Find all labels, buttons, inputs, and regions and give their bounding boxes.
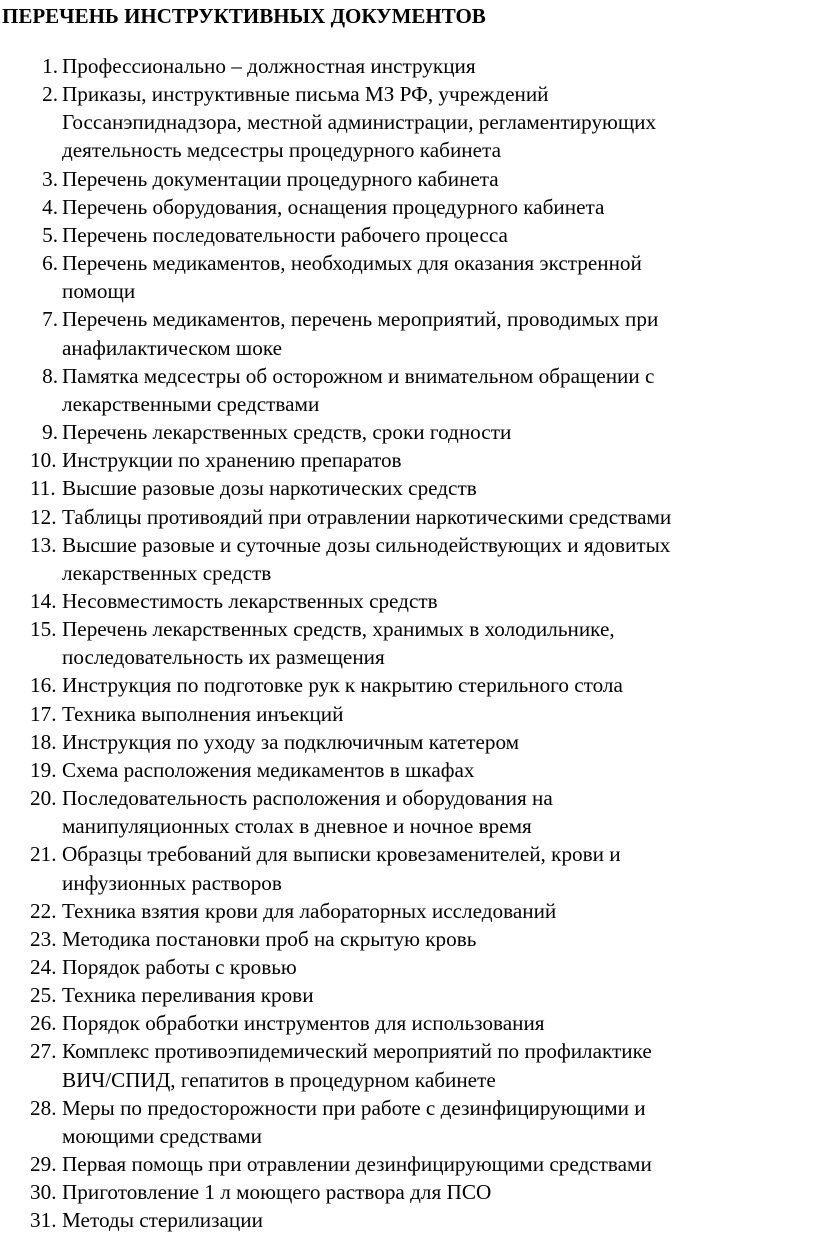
list-item-text: Образцы требований для выписки кровезаменителей, крови и [62,842,621,867]
list-item [0,1009,812,1037]
list-item-text: Памятка медсестры об осторожном и внимательном обращении с [62,363,655,388]
list-item-number: 5. [42,222,58,247]
list-item [0,305,812,361]
list-item [0,840,812,896]
list-item-text: Приказы, инструктивные письма МЗ РФ, учреждений [62,82,549,107]
list-item-text: Высшие разовые дозы наркотических средств [62,476,477,501]
list-item-text: лекарственными средствами [62,391,320,416]
list-item-text: Комплекс противоэпидемический мероприятий по профилактике [62,1039,652,1064]
list-item-text: лекарственных средств [62,560,272,585]
list-item-text: инфузионных растворов [62,870,282,895]
list-item-text: Таблицы противоядий при отравлении наркотическими средствами [62,504,672,529]
list-item [0,52,812,80]
list-item-number: 4. [42,194,58,219]
list-item-number: 26. [30,1011,57,1036]
list-item-text: помощи [62,279,136,304]
list-item-text: Перечень лекарственных средств, хранимых в холодильнике, [62,617,615,642]
list-item-text: Схема расположения медикаментов в шкафах [62,757,475,782]
list-item-text: Последовательность расположения и оборудования на [62,786,553,811]
list-item-text: Перечень оборудования, оснащения процедурного кабинета [62,194,605,219]
list-item-number: 14. [30,588,57,613]
list-item-text: Инструкция по подготовке рук к накрытию стерильного стола [62,673,623,698]
list-item-number: 12. [30,504,57,529]
list-item [0,784,812,840]
list-item [0,671,812,699]
list-item-number: 27. [30,1039,57,1064]
list-item-number: 3. [42,166,58,191]
list-item [0,80,812,164]
list-item-text: деятельность медсестры процедурного кабинета [62,138,501,163]
list-item-text: Инструкции по хранению препаратов [62,448,402,473]
list-item-number: 15. [30,617,57,642]
list-item-number: 11. [30,476,56,501]
list-item-text: манипуляционных столах в дневное и ночное время [62,814,532,839]
list-item [0,221,812,249]
list-item-number: 7. [42,307,58,332]
list-item-text: Перечень последовательности рабочего процесса [62,222,508,247]
list-item [0,615,812,671]
list-item [0,1094,812,1150]
list-item-number: 19. [30,757,57,782]
list-item-text: Несовместимость лекарственных средств [62,588,438,613]
list-item-text: последовательность их размещения [62,645,385,670]
list-item-text: Первая помощь при отравлении дезинфицирующими средствами [62,1152,652,1177]
list-item-number: 31. [30,1208,57,1233]
list-item-number: 22. [30,898,57,923]
list-item-number: 29. [30,1152,57,1177]
list-item-number: 9. [42,420,58,445]
list-item [0,446,812,474]
list-item-text: Перечень лекарственных средств, сроки годности [62,420,512,445]
list-item [0,418,812,446]
list-item-text: Перечень медикаментов, необходимых для оказания экстренной [62,251,642,276]
list-item [0,165,812,193]
list-item-number: 18. [30,729,57,754]
list-item-number: 30. [30,1180,57,1205]
list-item-text: Порядок обработки инструментов для использования [62,1011,545,1036]
list-item-text: Методы стерилизации [62,1208,263,1233]
list-item [0,1150,812,1178]
list-item-text: Профессионально – должностная инструкция [62,54,476,78]
list-item [0,249,812,305]
list-item-text: Госсанэпиднадзора, местной администрации, регламентирующих [62,110,657,135]
list-item-text: Техника взятия крови для лабораторных исследований [62,898,557,923]
list-item-number: 21. [30,842,57,867]
list-item-number: 25. [30,983,57,1008]
list-item-text: Техника выполнения инъекций [62,701,344,726]
list-item [0,362,812,418]
list-item-number: 28. [30,1095,57,1120]
list-item-number: 20. [30,786,57,811]
list-item [0,728,812,756]
list-item [0,1206,812,1234]
list-item-text: Порядок работы с кровью [62,955,297,979]
list-item [0,981,812,1009]
list-item-text: анафилактическом шоке [62,335,282,360]
list-item [0,193,812,221]
list-item [0,587,812,615]
document-title: ПЕРЕЧЕНЬ ИНСТРУКТИВНЫХ ДОКУМЕНТОВ [2,4,486,28]
list-item-text: Перечень медикаментов, перечень мероприятий, проводимых при [62,307,659,332]
list-item-number: 13. [30,532,57,557]
list-item-number: 16. [30,673,57,698]
list-item-text: ВИЧ/СПИД, гепатитов в процедурном кабинете [62,1067,496,1092]
list-item-number: 24. [30,955,57,979]
list-item [0,700,812,728]
list-item-number: 1. [42,54,58,78]
list-item [0,503,812,531]
list-item-number: 17. [30,701,57,726]
list-item-text: Меры по предосторожности при работе с дезинфицирующими и [62,1095,646,1120]
list-item-text: Техника переливания крови [62,983,314,1008]
list-item [0,474,812,502]
list-item [0,1178,812,1206]
list-item-text: моющими средствами [62,1123,262,1148]
list-item-number: 6. [42,251,58,276]
list-item-number: 2. [42,82,58,107]
document-list [0,52,812,1235]
list-item [0,925,812,953]
list-item [0,531,812,587]
list-item-text: Перечень документации процедурного кабинета [62,166,499,191]
list-item [0,953,812,981]
list-item-text: Методика постановки проб на скрытую кровь [62,926,477,951]
list-item-number: 23. [30,926,57,951]
list-item [0,756,812,784]
list-item-number: 8. [42,363,58,388]
list-item-text: Приготовление 1 л моющего раствора для ПСО [62,1180,492,1205]
list-item-number: 10. [30,448,57,473]
list-item [0,1037,812,1093]
list-item [0,897,812,925]
list-item-text: Высшие разовые и суточные дозы сильнодействующих и ядовитых [62,532,671,557]
list-item-text: Инструкция по уходу за подключичным катетером [62,729,520,754]
